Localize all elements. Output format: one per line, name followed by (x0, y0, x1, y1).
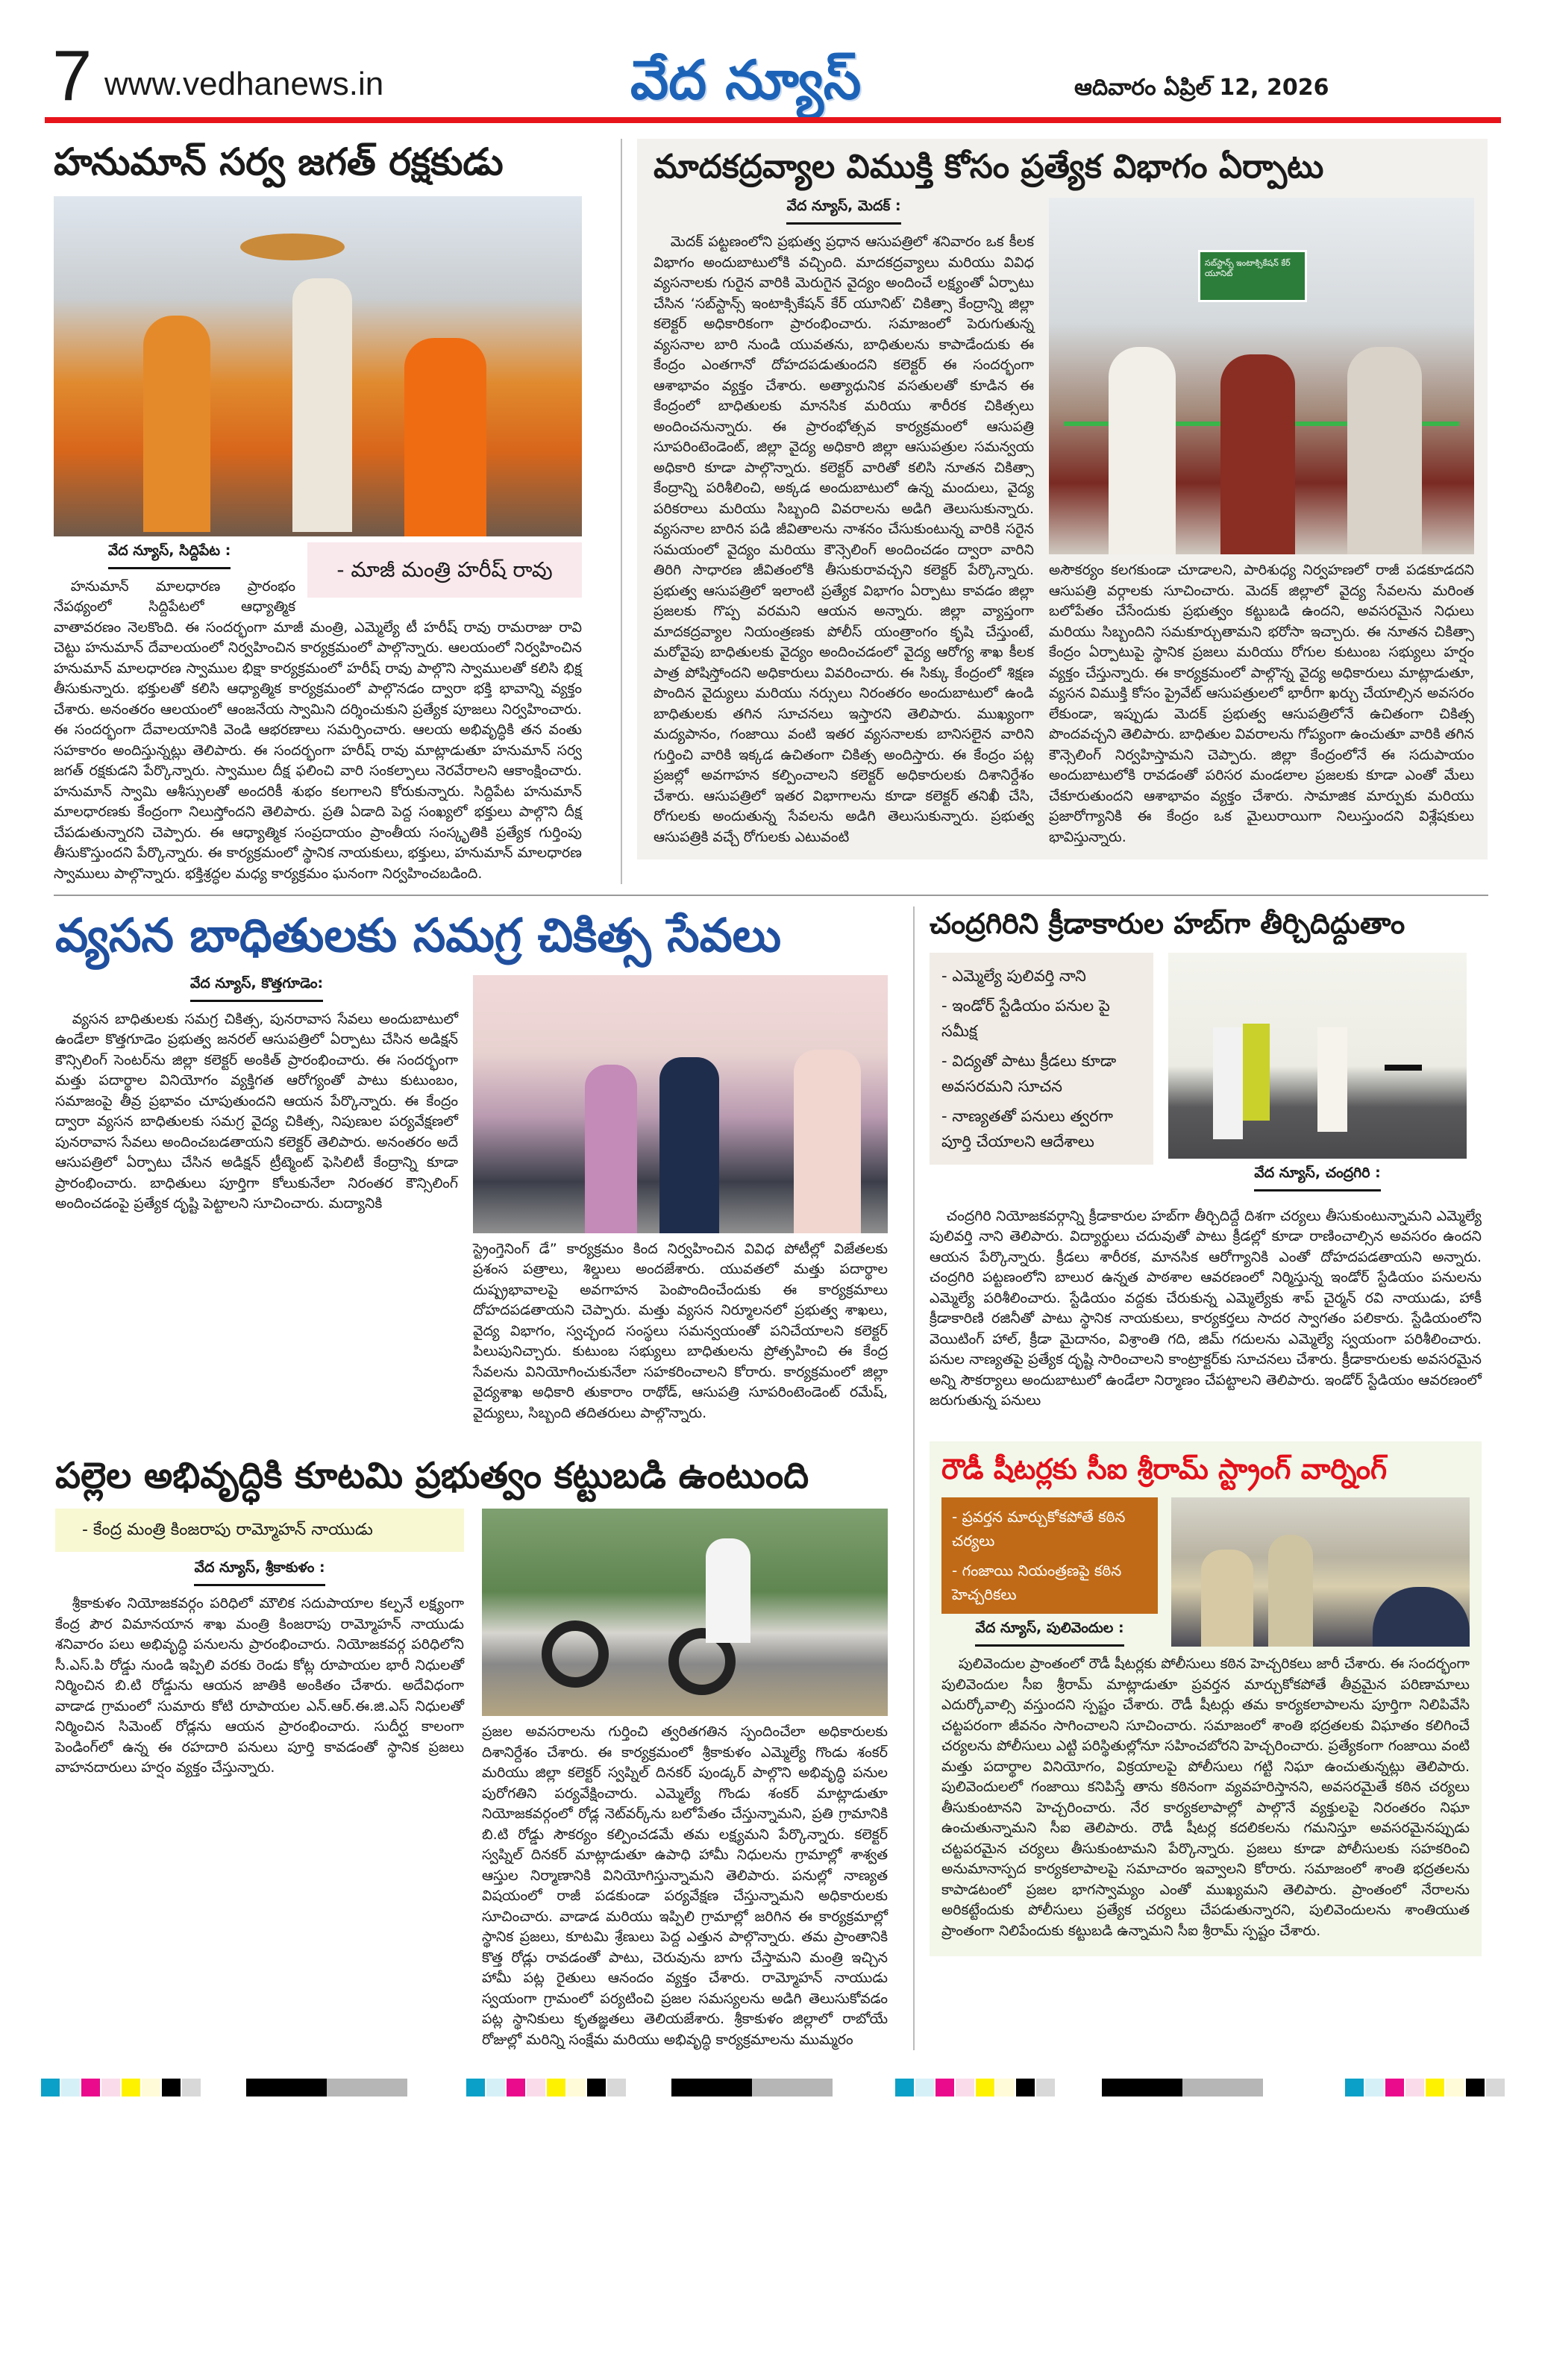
article-rowdy (930, 1441, 1482, 1957)
highlight-item: - ప్రవర్తన మార్చుకోకపోతే కఠిన చర్యలు (952, 1508, 1126, 1550)
quote-text: - మాజీ మంత్రి హరీష్ రావు (336, 557, 553, 582)
article-body-col1: మెదక్ పట్టణంలోని ప్రభుత్వ ప్రధాన ఆసుపత్రిలో శనివారం ఒక కీలక విభాగం అందుబాటులోకి వచ్చింది. మాదకద్రవ్యాలు మరియు వివిధ వ్యసనాలకు గురైన వారికి మెరుగైన వైద్యం అందించే లక్ష్యంతో ఏర్పాటు చేసిన ‘సబ్‌స్టాన్స్ ఇంటాక్సికేషన్ కేర్ యూనిట్’ చికిత్సా కేంద్రాన్ని జిల్లా కలెక్టర్ అధికారికంగా ప్రారంభించారు. సమాజంలో పెరుగుతున్న వ్యసనాల బారి నుండి యువతను, బాధితులను కాపాడేందుకు ఈ కేంద్రం ఎంతగానో దోహదపడుతుందని కలెక్టర్ ఈ సందర్భంగా ఆశాభావం వ్యక్తం చేశారు. అత్యాధునిక వసతులతో కూడిన ఈ కేంద్రంలో బాధితులకు మానసిక మరియు శారీరక చికిత్సలు అందించనున్నారు. ఈ ప్రారంభోత్సవ కార్యక్రమంలో ఆసుపత్రి సూపరింటెండెంట్, జిల్లా వైద్య అధికారి జిల్లా ఆసుపత్రుల సమన్వయ అధికారి కూడా పాల్గొన్నారు. కలెక్టర్ వారితో కలిసి నూతన చికిత్సా కేంద్రాన్ని పరిశీలించి, అక్కడ అందుబాటులో ఉన్న మందులు, వైద్య పరికరాలు మరియు సిబ్బంది వివరాలను అడిగి తెలుసుకున్నారు. వ్యసనాల బారిన పడి జీవితాలను నాశనం చేసుకుంటున్న వారికి సరైన సమయంలో వైద్యం మరియు కౌన్సెలింగ్ అందించడం ద్వారా వారిని తిరిగి సాధారణ జీవితంలోకి తీసుకురావచ్చని కలెక్టర్ పేర్కొన్నారు. ప్రభుత్వ ఆసుపత్రిలో ఇలాంటి ప్రత్యేక విభాగం ఏర్పాటు కావడం జిల్లా ప్రజలకు గొప్ప వరమని ఆయన అన్నారు. జిల్లా వ్యాప్తంగా మాదకద్రవ్యాల నియంత్రణకు పోలీస్ యంత్రాంగం కృషి చేస్తుంటే, మరోవైపు బాధితులకు వైద్యం అందించడంలో వైద్య ఆరోగ్య శాఖ కీలక పాత్ర పోషిస్తోందని అధికారులు వివరించారు. ఈ సిక్కు కేంద్రంలో శిక్షణ పొందిన వైద్యులు మరియు నర్సులు నిరంతరం అందుబాటులో ఉండి బాధితులకు తగిన సూచనలు ఇస్తారని తెలిపారు. ముఖ్యంగా మద్యపానం, గంజాయి వంటి ఇతర వ్యసనాలకు బానిసలైన వారిని గుర్తించి వారికి ఇక్కడ ఉచితంగా చికిత్స అందిస్తారు. ఈ కేంద్రం పట్ల ప్రజల్లో అవగాహన కల్పించాలని కలెక్టర్ అధికారులకు దిశానిర్దేశం చేశారు. ఆసుపత్రిలో ఇతర విభాగాలను కూడా కలెక్టర్ తనిఖీ చేసి, రోగులకు అందుతున్న సేవలను అడిగి తెలుసుకున్నారు. ప్రభుత్వ ఆసుపత్రికి వచ్చే రోగులకు ఎటువంటి (654, 234, 1034, 845)
highlight-item: - నాణ్యతతో పనులు త్వరగా పూర్తి చేయాలని ఆదేశాలు (941, 1106, 1113, 1150)
headline-addiction-services: వ్యసన బాధితులకు సమగ్ర చికిత్స సేవలు (55, 908, 782, 962)
hanuman-content (54, 542, 582, 885)
dateline: వేద న్యూస్, శ్రీకాకుళం : (55, 1559, 464, 1586)
headline-deaddiction: మాదకద్రవ్యాల విముక్తి కోసం ప్రత్యేక విభాగం ఏర్పాటు (654, 148, 1324, 186)
highlight-item: - ఇండోర్ స్టేడియం పనుల పై సమీక్ష (941, 996, 1110, 1040)
color-swatch (956, 2079, 974, 2096)
color-swatch (142, 2079, 160, 2096)
article-body-col2: అసౌకర్యం కలగకుండా చూడాలని, పారిశుధ్య నిర్వహణలో రాజీ పడకూడదని ఆసుపత్రి వర్గాలకు సూచించారు. మెదక్ జిల్లాలో వైద్య సేవలను మరింత బలోపేతం చేసేందుకు ప్రభుత్వం కట్టుబడి ఉందని, అవసరమైన నిధులు మరియు సిబ్బందిని సమకూర్చుతామని భరోసా ఇచ్చారు. ఈ నూతన చికిత్సా కేంద్రం ఏర్పాటుపై స్థానిక ప్రజలు మరియు రోగుల కుటుంబ సభ్యులు హర్షం వ్యక్తం చేస్తున్నారు. ఈ కార్యక్రమంలో పాల్గొన్న వైద్య అధికారులు మాట్లాడుతూ, వ్యసన విముక్తి కోసం ప్రైవేట్ ఆసుపత్రులలో భారీగా ఖర్చు చేయాల్సిన అవసరం లేకుండా, ఇప్పుడు మెదక్ ప్రభుత్వ ఆసుపత్రిలోనే ఉచితంగా చికిత్స పొందవచ్చని తెలిపారు. బాధితుల వివరాలను గోప్యంగా ఉంచుతూ వారికి తగిన కౌన్సెలింగ్ నిర్వహిస్తామని చెప్పారు. జిల్లా కేంద్రంలోనే ఈ సదుపాయం అందుబాటులోకి రావడంతో పరిసర మండలాల ప్రజలకు కూడా ఎంతో మేలు చేకూరుతుందని ఆశాభావం వ్యక్తం చేశారు. సామాజిక మార్పుకు మరియు ప్రజారోగ్యానికి ఈ కేంద్రం ఒక మైలురాయిగా నిలుస్తుందని విశ్లేషకులు భావిస్తున్నారు. (1049, 562, 1474, 845)
photo-hanuman-procession (54, 196, 582, 536)
deaddiction-col1 (654, 198, 1034, 848)
bottom-row (55, 906, 1491, 2050)
addiction-col2 (473, 975, 888, 1424)
photo-ribbon-cutting (1049, 198, 1474, 554)
deaddiction-columns (654, 198, 1474, 848)
tone-block (671, 2079, 752, 2096)
chandragiri-top (930, 953, 1482, 1199)
color-swatch (935, 2079, 954, 2096)
quote-text: - కేంద్ర మంత్రి కింజరాపు రామ్మోహన్ నాయుడు (82, 1521, 373, 1539)
color-swatch (587, 2079, 606, 2096)
color-swatch (527, 2079, 545, 2096)
tone-block (246, 2079, 327, 2096)
article-body-col1: వ్యసన బాధితులకు సమగ్ర చికిత్స, పునరావాస సేవలు అందుబాటులో ఉండేలా కొత్తగూడెం ప్రభుత్వ జనరల్ ఆసుపత్రిలో ఏర్పాటు చేసిన అడిక్షన్ కౌన్సిలింగ్ సెంటర్‌ను జిల్లా కలెక్టర్ అంకిత్ ప్రారంభించారు. ఈ సందర్భంగా మత్తు పదార్థాల వినియోగం వ్యక్తిగత ఆరోగ్యంతో పాటు కుటుంబం, సమాజంపై తీవ్ర ప్రభావం చూపుతుందని ఆయన పేర్కొన్నారు. ఈ కేంద్రం ద్వారా వ్యసన బాధితులకు సమగ్ర వైద్య చికిత్స, నిపుణుల పర్యవేక్షణలో పునరావాస సేవలు అందించబడతాయని కలెక్టర్ తెలిపారు. అనంతరం అదే ఆసుపత్రిలో ఏర్పాటు చేసిన అడిక్షన్ ట్రీట్మెంట్ ఫెసిలిటీ కేంద్రాన్ని కూడా ప్రారంభించారు. బాధితులు పూర్తిగా కోలుకునేలా నిరంతర కౌన్సిలింగ్ అందించడంపై ప్రత్యేక దృష్టి పెట్టాలని సూచించారు. మద్యానికి (55, 1010, 458, 1212)
photo-certificate-presentation (473, 975, 888, 1233)
photo-minister-motorcycle (482, 1509, 888, 1716)
column-divider (621, 139, 622, 884)
highlights-box (941, 1497, 1158, 1614)
print-registration-bars (0, 2073, 1542, 2102)
headline-hanuman: హనుమాన్ సర్వ జగత్ రక్షకుడు (54, 140, 504, 184)
color-swatch (1036, 2079, 1055, 2096)
color-swatch (1486, 2079, 1505, 2096)
page-number: 7 (52, 36, 93, 116)
color-swatch (1345, 2079, 1364, 2096)
color-swatch (101, 2079, 120, 2096)
highlight-item: - విద్యతో పాటు క్రీడలు కూడా అవసరమని సూచన (941, 1051, 1117, 1095)
tone-block (1102, 2079, 1182, 2096)
article-body-col2: స్ట్రెంగ్తెనింగ్ డే” కార్యక్రమం కింద నిర్వహించిన వివిధ పోటీల్లో విజేతలకు ప్రశంస పత్రాలు, శిల్డులు అందజేశారు. యువతలో మత్తు పదార్థాల దుష్ప్రభావాలపై అవగాహన పెంపొందించేందుకు ఈ కార్యక్రమాలు దోహదపడతాయని చెప్పారు. మత్తు వ్యసన నిర్మూలనలో ప్రభుత్వ శాఖలు, వైద్య విభాగం, స్వచ్ఛంద సంస్థలు సమన్వయంతో పనిచేయాలని కలెక్టర్ పిలుపునిచ్చారు. కుటుంబ సభ్యులు బాధితులను ప్రోత్సహించి ఈ కేంద్ర సేవలను వినియోగించుకునేలా సహకరించాలని కోరారు. కార్యక్రమంలో జిల్లా వైద్యశాఖ అధికారి తుకారాం రాథోడ్, ఆసుపత్రి సూపరింటెండెంట్ రమేష్, వైద్యులు, సిబ్బంది తదితరులు పాల్గొన్నారు. (473, 1240, 888, 1421)
color-swatch (1405, 2079, 1424, 2096)
color-swatch (996, 2079, 1015, 2096)
deaddiction-col2 (1049, 198, 1474, 848)
photo-police-meeting (1171, 1497, 1470, 1647)
dateline: వేద న్యూస్, సిద్దిపేట : (54, 542, 285, 569)
color-swatch (567, 2079, 586, 2096)
color-swatch (895, 2079, 914, 2096)
color-swatch (547, 2079, 565, 2096)
article-body-col1: శ్రీకాకుళం నియోజకవర్గం పరిధిలో మౌలిక సదుపాయాల కల్పనే లక్ష్యంగా కేంద్ర పౌర విమానయాన శాఖ మంత్రి కింజరాపు రామ్మోహన్ నాయుడు శనివారం పలు అభివృద్ధి పనులను ప్రారంభించారు. నియోజకవర్గ పరిధిలోని సీ.ఎస్.పి రోడ్డు నుండి ఇప్పిలి వరకు రెండు కోట్ల రూపాయల భారీ నిధులతో నిర్మించిన బి.టి రోడ్డును ఆయన జాతికి అంకితం చేశారు. అదేవిధంగా వాడాడ గ్రామంలో సుమారు కోటి రూపాయల ఎన్.ఆర్.ఈ.జి.ఎస్ నిధులతో నిర్మించిన సిమెంట్ రోడ్లను ఆయన ప్రారంభించారు. సుదీర్ఘ కాలంగా పెండింగ్‌లో ఉన్న ఈ రహదారి పనులు పూర్తి కావడంతో స్థానిక ప్రజలు వాహనదారులు హర్షం వ్యక్తం చేస్తున్నారు. (55, 1595, 464, 1776)
quote-box (307, 542, 582, 598)
unit-banner-text: సబ్‌స్టాన్స్ ఇంటాక్సికేషన్ కేర్ యూనిట్ (1205, 258, 1291, 278)
highlight-item: - గంజాయి నియంత్రణపై కఠిన హెచ్చరికలు (952, 1562, 1122, 1603)
color-swatch (162, 2079, 181, 2096)
article-body: చంద్రగిరి నియోజకవర్గాన్ని క్రీడాకారుల హబ్‌గా తీర్చిదిద్దే దిశగా చర్యలు తీసుకుంటున్నామని ఎమ్మెల్యే పులివర్తి నాని తెలిపారు. విద్యార్థులు చదువుతో పాటు క్రీడల్లో కూడా రాణించాల్సిన అవసరం ఉందని ఆయన పేర్కొన్నారు. క్రీడలు శారీరక, మానసిక ఆరోగ్యానికి ఎంతో దోహదపడతాయని అన్నారు. చంద్రగిరి పట్టణంలోని బాలుర ఉన్నత పాఠశాల ఆవరణంలో నిర్మిస్తున్న ఇండోర్ స్టేడియం పనులను ఎమ్మెల్యే పరిశీలించారు. స్టేడియం వద్దకు చేరుకున్న ఎమ్మెల్యేకు శాప్ చైర్మన్ రవి నాయుడు, హాకీ క్రీడాకారిణి రజినీతో పాటు స్థానిక నాయకులు, కార్యకర్తలు సాదర స్వాగతం పలికారు. స్టేడియంలోని వెయిటింగ్ హాల్, క్రీడా మైదానం, విశ్రాంతి గది, జిమ్ గదులను ఎమ్మెల్యే స్వయంగా పరిశీలించారు. పనుల నాణ్యతపై ప్రత్యేక దృష్టి సారించాలని కాంట్రాక్టర్‌కు సూచనలు చేశారు. క్రీడాకారులకు అవసరమైన అన్ని సౌకర్యాలు అందుబాటులో ఉండేలా నిర్మాణం చేపట్టాలని తెలిపారు. ఇండోర్ స్టేడియం ఆవరణంలో జరుగుతున్న పనులు (930, 1207, 1482, 1409)
article-body-col2: ప్రజల అవసరాలను గుర్తించి త్వరితగతిన స్పందించేలా అధికారులకు దిశానిర్దేశం చేశారు. ఈ కార్యక్రమంలో శ్రీకాకుళం ఎమ్మెల్యే గొండు శంకర్ మరియు జిల్లా కలెక్టర్ స్వప్నిల్ దినకర్ పుండ్కర్ పాల్గొని అభివృద్ధి పనుల పురోగతిని పర్యవేక్షించారు. ఎమ్మెల్యే గొండు శంకర్ మాట్లాడుతూ నియోజకవర్గంలో రోడ్ల నెట్‌వర్క్‌ను బలోపేతం చేస్తున్నామని, ప్రతి గ్రామానికి బి.టి రోడ్డు సౌకర్యం కల్పించడమే తమ లక్ష్యమని పేర్కొన్నారు. కలెక్టర్ స్వప్నిల్ దినకర్ మాట్లాడుతూ ఉపాధి హామీ నిధులను గ్రామాల్లో శాశ్వత ఆస్తుల నిర్మాణానికి వినియోగిస్తున్నామని తెలిపారు. పనుల్లో నాణ్యత విషయంలో రాజీ పడకుండా పర్యవేక్షణ చేస్తున్నామని అధికారులకు సూచించారు. వాడాడ మరియు ఇప్పిలి గ్రామాల్లో జరిగిన ఈ కార్యక్రమాల్లో స్థానిక ప్రజలు, కూటమి శ్రేణులు పెద్ద ఎత్తున పాల్గొన్నారు. తమ ప్రాంతానికి కొత్త రోడ్లు రావడంతో పాటు, చెరువును బాగు చేస్తామని మంత్రి ఇచ్చిన హామీ పట్ల రైతులు ఆనందం వ్యక్తం చేశారు. రామ్మోహన్ నాయుడు స్వయంగా గ్రామంలో పర్యటించి ప్రజల సమస్యలను అడిగి తెలుసుకోవడం పట్ల స్థానికులు కృతజ్ఞతలు తెలియజేశారు. శ్రీకాకుళం జిల్లాలో రాబోయే రోజుల్లో మరిన్ని సంక్షేమ మరియు అభివృద్ధి కార్యక్రమాలను ముమ్మరం (482, 1723, 888, 2048)
masthead (0, 0, 1542, 127)
color-swatch (1466, 2079, 1485, 2096)
website-url[interactable]: www.vedhanews.in (104, 66, 384, 102)
article-body: హనుమాన్ మాలధారణ ప్రారంభం నేపథ్యంలో సిద్దిపేటలో ఆధ్యాత్మిక వాతావరణం నెలకొంది. ఈ సందర్భంగా మాజీ మంత్రి, ఎమ్మెల్యే టీ హరీష్ రావు రామరాజు రావి చెట్టు హనుమాన్ దేవాలయంలో నిర్వహించిన కార్యక్రమంలో పాల్గొన్నారు. ఆలయంలో నిర్వహించిన హనుమాన్ మాలధారణ స్వాముల భిక్షా కార్యక్రమంలో హరీష్ రావు పాల్గొని స్వాములతో కలిసి భిక్ష తీసుకున్నారు. భక్తులతో కలిసి ఆధ్యాత్మిక కార్యక్రమంలో పాల్గొనడం ద్వారా భక్తి భావాన్ని వ్యక్తం చేశారు. అనంతరం ఆలయంలో ఆంజనేయ స్వామిని దర్శించుకుని ప్రత్యేక పూజలు నిర్వహించారు. ఈ సందర్భంగా దేవాలయానికి వెండి ఆభరణాలు సమర్పించారు. ఆలయ అభివృద్ధికి తన వంతు సహకారం అందిస్తున్నట్లు తెలిపారు. ఈ సందర్భంగా హరీష్ రావు మాట్లాడుతూ హనుమాన్ సర్వ జగత్ రక్షకుడని పేర్కొన్నారు. స్వాముల దీక్ష ఫలించి వారి సంకల్పాలు నెరవేరాలని ఆకాంక్షించారు. హనుమాన్ స్వామి ఆశీస్సులతో అందరికీ శుభం కలగాలని కోరుకున్నారు. సిద్దిపేట హనుమాన్ మాలధారణకు కేంద్రంగా నిలుస్తోందని తెలిపారు. ప్రతి ఏడాది పెద్ద సంఖ్యలో భక్తులు పాల్గొని దీక్ష చేపడుతున్నారని చెప్పారు. ఈ ఆధ్యాత్మిక సంప్రదాయం ప్రాంతీయ సంస్కృతికి ప్రత్యేక గుర్తింపు తీసుకొస్తుందని పేర్కొన్నారు. ఈ కార్యక్రమంలో స్థానిక నాయకులు, భక్తులు, హనుమాన్ మాలధారణ స్వాములు పాల్గొన్నారు. భక్తిశ్రద్ధల మధ్య కార్యక్రమం ఘనంగా నిర్వహించబడింది. (54, 577, 582, 882)
color-swatch (976, 2079, 994, 2096)
color-swatch (1365, 2079, 1384, 2096)
section-rule (54, 895, 1488, 896)
article-deaddiction (637, 139, 1488, 859)
top-row (54, 139, 1490, 884)
tone-block (752, 2079, 833, 2096)
highlights-box (930, 953, 1153, 1165)
tone-block (1182, 2079, 1263, 2096)
color-swatch (61, 2079, 80, 2096)
headline-rowdy: రౌడీ షీటర్లకు సీఐ శ్రీరామ్ స్ట్రాంగ్ వార్నింగ్ (941, 1452, 1388, 1485)
column-divider (913, 906, 915, 2050)
color-swatch (915, 2079, 934, 2096)
chandragiri-photo-block (1168, 953, 1467, 1199)
issue-date: ఆదివారం ఏప్రిల్ 12, 2026 (1074, 75, 1329, 101)
color-swatch (182, 2079, 201, 2096)
color-swatch (1446, 2079, 1464, 2096)
article-body: పులివెందుల ప్రాంతంలో రౌడీ షీటర్లకు పోలీసులు కఠిన హెచ్చరికలు జారీ చేశారు. ఈ సందర్భంగా పులివెందుల సీఐ శ్రీరామ్ మాట్లాడుతూ ప్రవర్తన మార్చుకోకపోతే తీవ్రమైన పరిణామాలు ఎదుర్కోవాల్సి వస్తుందని స్పష్టం చేశారు. రౌడీ షీటర్లు తమ కార్యకలాపాలను పూర్తిగా నిలిపివేసి చట్టపరంగా జీవనం సాగించాలని సూచించారు. సమాజంలో శాంతి భద్రతలకు విఘాతం కలిగించే చర్యలను పోలీసులు ఎట్టి పరిస్థితుల్లోనూ సహించబోరని హెచ్చరించారు. ప్రత్యేకంగా గంజాయి వంటి మత్తు పదార్థాల వినియోగం, విక్రయాలపై పోలీసులు గట్టి నిఘా ఉంచుతున్నట్లు తెలిపారు. పులివెందులలో గంజాయి కనిపిస్తే తాను కఠినంగా వ్యవహరిస్తానని, అవసరమైతే కఠిన చర్యలు తీసుకుంటానని హెచ్చరించారు. నేర కార్యకలాపాల్లో పాల్గొనే వ్యక్తులపై నిరంతరం నిఘా ఉంచుతున్నామని సీఐ తెలిపారు. రౌడీ షీటర్ల కదలికలను గమనిస్తూ అవసరమైనప్పుడు చట్టపరమైన చర్యలు తీసుకుంటామని పేర్కొన్నారు. ప్రజలు కూడా పోలీసులకు సహకరించి అనుమానాస్పద కార్యకలాపాలపై సమాచారం ఇవ్వాలని కోరారు. సమాజంలో శాంతి భద్రతలను కాపాడటంలో ప్రజల భాగస్వామ్యం ఎంతో ముఖ్యమని తెలిపారు. ప్రాంతంలో నేరాలను అరికట్టేందుకు పోలీసులు ప్రత్యేక చర్యలు చేపడుతున్నారని, పులివెందులను శాంతియుత ప్రాంతంగా నిలిపేందుకు కట్టుబడి ఉన్నామని సీఐ శ్రీరామ్ స్పష్టం చేశారు. (941, 1656, 1470, 1939)
dateline: వేద న్యూస్, కొత్తగూడెం: (55, 975, 458, 1002)
dateline: వేద న్యూస్, చంద్రగిరి : (1168, 1165, 1467, 1191)
color-swatch (486, 2079, 505, 2096)
photo-indoor-stadium-gym (1168, 953, 1467, 1159)
headline-villages: పల్లెల అభివృద్ధికి కూటమి ప్రభుత్వం కట్టుబడి ఉంటుంది (55, 1455, 809, 1497)
headline-chandragiri: చంద్రగిరిని క్రీడాకారుల హబ్‌గా తీర్చిదిద్దుతాం (930, 907, 1405, 940)
color-swatch (81, 2079, 100, 2096)
color-swatch (1016, 2079, 1035, 2096)
villages-col1 (55, 1509, 464, 1779)
dateline: వేద న్యూస్, మెదక్ : (654, 198, 1034, 225)
color-swatch (507, 2079, 525, 2096)
right-column (930, 906, 1482, 1956)
dateline: వేద న్యూస్, పులివెందుల : (941, 1620, 1158, 1647)
newspaper-logo: వేద న్యూస్ (630, 48, 862, 111)
color-swatch (1385, 2079, 1404, 2096)
color-swatch (607, 2079, 626, 2096)
addiction-col1 (55, 975, 458, 1215)
color-swatch (41, 2079, 60, 2096)
color-swatch (122, 2079, 140, 2096)
color-swatch (1426, 2079, 1444, 2096)
color-swatch (466, 2079, 485, 2096)
quote-box (55, 1509, 464, 1552)
addiction-columns (55, 975, 889, 1424)
masthead-rule (45, 117, 1501, 123)
villages-col2 (482, 1509, 888, 2050)
tone-block (327, 2079, 407, 2096)
highlight-item: - ఎమ్మెల్యే పులివర్తి నాని (941, 966, 1086, 985)
left-column (55, 906, 889, 2050)
villages-columns (55, 1509, 889, 2050)
article-hanuman (54, 139, 585, 884)
